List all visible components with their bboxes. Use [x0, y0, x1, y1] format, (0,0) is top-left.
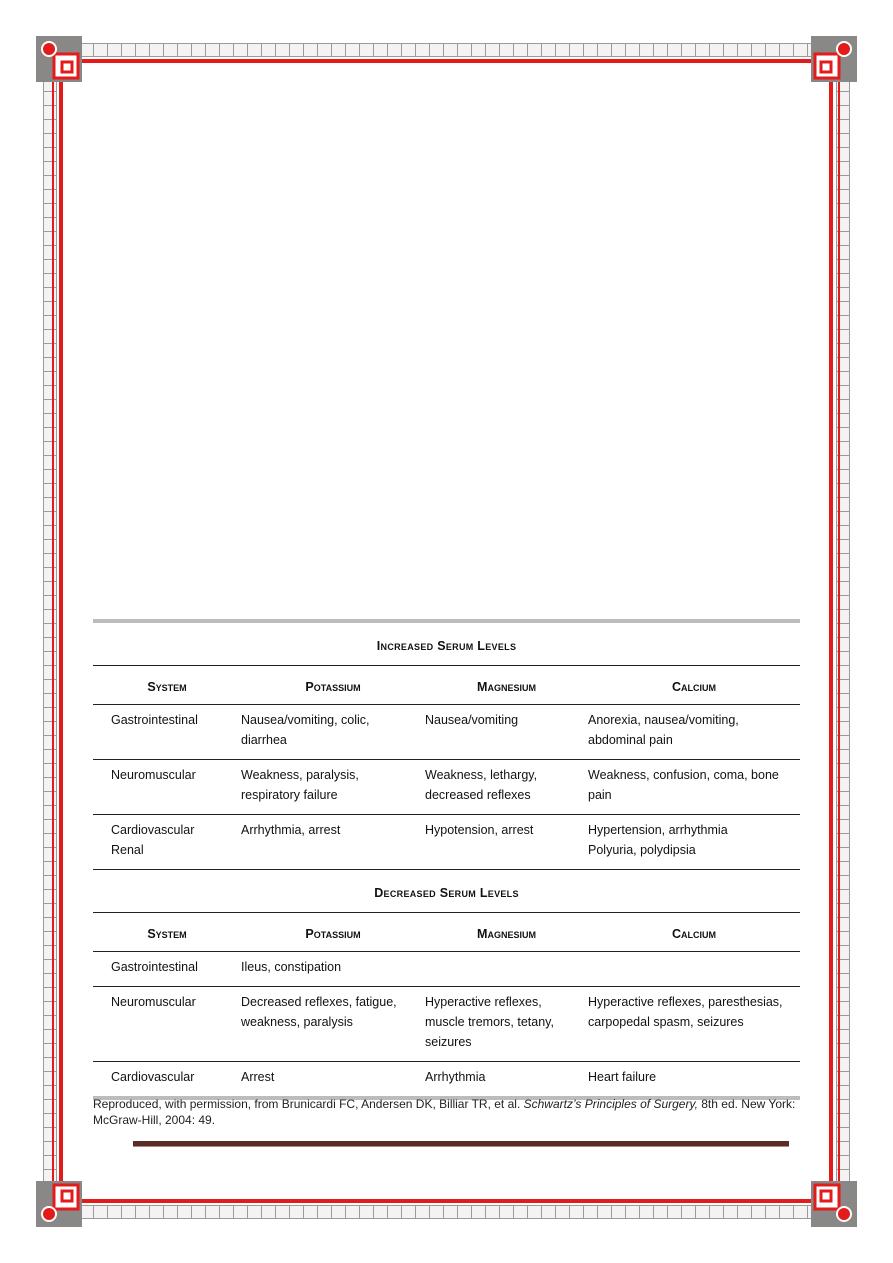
cell-line: Hyperactive reflexes, [425, 995, 542, 1009]
frame-bottom-strip [66, 1205, 827, 1219]
system-cell [93, 952, 241, 987]
cell-line: Hyperactive reflexes, paresthesias, [588, 995, 783, 1009]
table-row [93, 952, 800, 987]
cell-line: pain [588, 788, 612, 802]
electrolyte-table [93, 619, 800, 1100]
system-cell [93, 705, 241, 760]
cell-line: Ileus, constipation [241, 960, 342, 974]
decreased-section-title: Decreased Serum Levels [93, 870, 800, 913]
corner-ornament-bottom-right [811, 1181, 857, 1227]
cell-line: Renal [111, 843, 144, 857]
cell-line: Neuromuscular [111, 995, 196, 1009]
header-potassium: Potassium [241, 666, 425, 705]
system-cell [93, 1062, 241, 1097]
cell-line: Cardiovascular [111, 1070, 195, 1084]
cell-line: Nausea/vomiting [425, 713, 519, 727]
calcium-cell [588, 760, 800, 815]
cell-line: Weakness, confusion, coma, bone [588, 768, 779, 782]
calcium-cell [588, 705, 800, 760]
frame-left-strip [43, 66, 57, 1197]
increased-header-row [93, 666, 800, 705]
cell-line: Arrhythmia, arrest [241, 823, 341, 837]
cell-line: Nausea/vomiting, colic, [241, 713, 370, 727]
magnesium-cell [425, 760, 588, 815]
potassium-cell [241, 760, 425, 815]
system-cell [93, 815, 241, 870]
cell-line: seizures [425, 1035, 472, 1049]
cell-line: Gastrointestinal [111, 960, 198, 974]
header-magnesium: Magnesium [425, 666, 588, 705]
cell-line: muscle tremors, tetany, [425, 1015, 554, 1029]
corner-ornament-top-right [811, 36, 857, 82]
cell-line: abdominal pain [588, 733, 673, 747]
decreased-section [93, 870, 800, 1097]
frame-red-top [56, 59, 837, 63]
caption-text-before: Reproduced, with permission, from Brunicardi FC, Andersen DK, Billiar TR, et al. [93, 1097, 524, 1111]
table-row [93, 1062, 800, 1097]
table-row [93, 815, 800, 870]
frame-red-right-outer [838, 72, 840, 1192]
cell-line: decreased reflexes [425, 788, 531, 802]
cell-line: respiratory failure [241, 788, 338, 802]
cell-line: Decreased reflexes, fatigue, [241, 995, 397, 1009]
cell-line: Weakness, paralysis, [241, 768, 359, 782]
system-cell [93, 987, 241, 1062]
cell-line: Cardiovascular [111, 823, 195, 837]
magnesium-cell [425, 705, 588, 760]
potassium-cell [241, 987, 425, 1062]
corner-ornament-top-left [36, 36, 82, 82]
potassium-cell [241, 705, 425, 760]
cell-line: carpopedal spasm, seizures [588, 1015, 744, 1029]
header-system: System [93, 666, 241, 705]
system-cell [93, 760, 241, 815]
cell-line: diarrhea [241, 733, 287, 747]
frame-red-bottom [56, 1199, 837, 1203]
decreased-header-row [93, 913, 800, 952]
frame-red-left [59, 59, 63, 1203]
table-row [93, 760, 800, 815]
header-calcium: Calcium [588, 666, 800, 705]
header-magnesium: Magnesium [425, 913, 588, 952]
potassium-cell [241, 952, 425, 987]
cell-line: Polyuria, polydipsia [588, 843, 696, 857]
calcium-cell [588, 1062, 800, 1097]
table-row [93, 987, 800, 1062]
cell-line: Weakness, lethargy, [425, 768, 538, 782]
potassium-cell [241, 1062, 425, 1097]
increased-section-title: Increased Serum Levels [93, 623, 800, 666]
calcium-cell [588, 952, 800, 987]
frame-red-left-outer [52, 72, 54, 1192]
magnesium-cell [425, 815, 588, 870]
cell-line: Hypotension, arrest [425, 823, 534, 837]
cell-line: Arrest [241, 1070, 275, 1084]
frame-red-right [829, 59, 833, 1203]
header-system: System [93, 913, 241, 952]
cell-line: Arrhythmia [425, 1070, 486, 1084]
source-caption [93, 1096, 800, 1128]
magnesium-cell [425, 952, 588, 987]
table-row [93, 705, 800, 760]
cell-line: Hypertension, arrhythmia [588, 823, 728, 837]
potassium-cell [241, 815, 425, 870]
header-potassium: Potassium [241, 913, 425, 952]
footer-rule [133, 1141, 789, 1147]
header-calcium: Calcium [588, 913, 800, 952]
corner-ornament-bottom-left [36, 1181, 82, 1227]
magnesium-cell [425, 987, 588, 1062]
magnesium-cell [425, 1062, 588, 1097]
cell-line: weakness, paralysis [241, 1015, 353, 1029]
calcium-cell [588, 815, 800, 870]
frame-top-strip [66, 43, 827, 57]
cell-line: Heart failure [588, 1070, 657, 1084]
cell-line: Anorexia, nausea/vomiting, [588, 713, 739, 727]
cell-line: Gastrointestinal [111, 713, 198, 727]
calcium-cell [588, 987, 800, 1062]
caption-text-after: 8th ed. New York: McGraw-Hill, 2004: 49. [93, 1097, 796, 1127]
caption-book-title: Schwartz’s Principles of Surgery, [523, 1097, 698, 1111]
cell-line: Neuromuscular [111, 768, 196, 782]
increased-section [93, 623, 800, 870]
